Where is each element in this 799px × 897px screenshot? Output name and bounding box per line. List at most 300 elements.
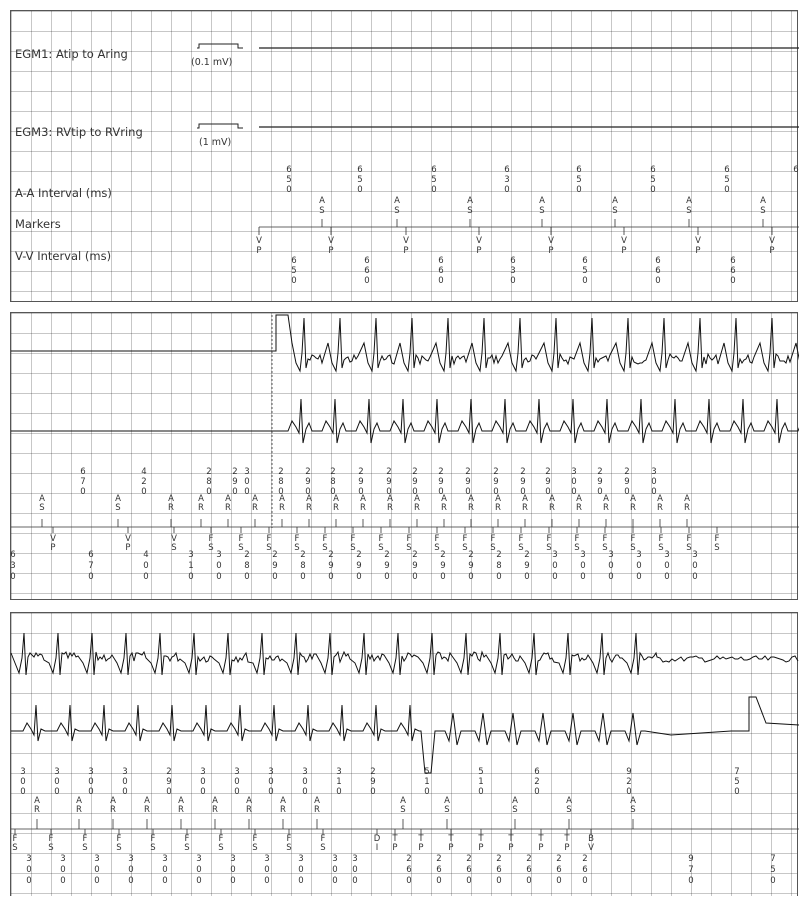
svg-text:I: I [375, 843, 379, 853]
aa-interval-value [336, 767, 341, 797]
svg-text:0: 0 [60, 876, 66, 886]
svg-text:0: 0 [556, 876, 562, 886]
svg-text:9: 9 [468, 561, 474, 571]
svg-text:S: S [630, 543, 636, 553]
vv-interval-value [510, 256, 515, 286]
svg-text:P: P [478, 843, 484, 853]
svg-text:A: A [76, 796, 82, 806]
svg-text:9: 9 [356, 561, 362, 571]
svg-text:P: P [538, 843, 544, 853]
a-marker [115, 494, 121, 513]
aa-interval-value [431, 165, 436, 195]
svg-text:S: S [171, 543, 177, 553]
svg-text:6: 6 [655, 266, 661, 276]
svg-text:1: 1 [336, 777, 342, 787]
svg-text:A: A [314, 796, 320, 806]
svg-text:2: 2 [545, 467, 551, 477]
svg-text:S: S [252, 843, 258, 853]
vv-interval-value [272, 550, 277, 582]
vv-interval-value [468, 550, 473, 582]
svg-text:A: A [394, 196, 400, 206]
svg-text:0: 0 [608, 561, 614, 571]
svg-text:3: 3 [26, 854, 32, 864]
a-marker [387, 494, 393, 513]
v-marker [462, 534, 467, 553]
svg-text:3: 3 [10, 561, 16, 571]
svg-text:F: F [294, 534, 300, 544]
a-marker [252, 494, 258, 513]
svg-text:R: R [144, 805, 150, 815]
svg-text:R: R [252, 503, 258, 513]
v-marker [490, 534, 495, 553]
svg-text:9: 9 [412, 561, 418, 571]
svg-text:0: 0 [552, 561, 558, 571]
svg-text:V: V [328, 236, 334, 246]
svg-text:0: 0 [278, 487, 284, 497]
svg-text:R: R [212, 805, 218, 815]
svg-text:9: 9 [166, 777, 172, 787]
svg-text:2: 2 [440, 550, 446, 560]
aa-interval-value [206, 467, 211, 497]
svg-text:V: V [50, 534, 56, 544]
svg-text:0: 0 [730, 276, 736, 286]
svg-text:0: 0 [80, 487, 86, 497]
svg-text:6: 6 [582, 256, 588, 266]
svg-text:0: 0 [356, 572, 362, 582]
svg-text:0: 0 [412, 487, 418, 497]
svg-text:0: 0 [636, 572, 642, 582]
vv-interval-value [524, 550, 529, 582]
svg-text:V: V [548, 236, 554, 246]
svg-text:3: 3 [230, 854, 236, 864]
svg-text:0: 0 [141, 487, 147, 497]
svg-text:A: A [246, 796, 252, 806]
svg-text:0: 0 [770, 876, 776, 886]
svg-text:6: 6 [510, 256, 516, 266]
svg-text:0: 0 [88, 777, 94, 787]
vv-interval-value [60, 854, 65, 886]
svg-text:2: 2 [141, 477, 147, 487]
svg-text:A: A [522, 494, 528, 504]
svg-text:8: 8 [300, 561, 306, 571]
v-marker [518, 534, 523, 553]
svg-text:S: S [82, 843, 88, 853]
svg-text:0: 0 [162, 865, 168, 875]
v-marker [50, 534, 56, 553]
svg-text:6: 6 [438, 266, 444, 276]
a-marker [444, 796, 450, 815]
svg-text:A: A [333, 494, 339, 504]
a-marker [657, 494, 663, 513]
a-marker [441, 494, 447, 513]
panel-middle [10, 312, 798, 600]
svg-text:P: P [403, 246, 409, 256]
a-marker [522, 494, 528, 513]
svg-text:0: 0 [244, 487, 250, 497]
svg-text:A: A [360, 494, 366, 504]
v-marker [476, 236, 482, 256]
svg-text:V: V [588, 843, 594, 853]
svg-text:A: A [115, 494, 121, 504]
svg-text:V: V [621, 236, 627, 246]
svg-text:0: 0 [166, 787, 172, 797]
svg-text:2: 2 [412, 467, 418, 477]
a-marker [468, 494, 474, 513]
svg-text:A: A [467, 196, 473, 206]
svg-text:0: 0 [206, 487, 212, 497]
v-marker [403, 236, 409, 256]
svg-text:9: 9 [440, 561, 446, 571]
svg-text:R: R [34, 805, 40, 815]
svg-text:6: 6 [730, 256, 736, 266]
svg-text:R: R [630, 503, 636, 513]
svg-text:F: F [462, 534, 468, 544]
vv-interval-value [216, 550, 221, 582]
v-marker [171, 534, 177, 553]
svg-text:P: P [392, 843, 398, 853]
v-marker [320, 834, 325, 853]
aa-interval-value [234, 767, 239, 797]
v-marker [374, 834, 381, 853]
v-marker [507, 834, 514, 853]
svg-text:R: R [314, 805, 320, 815]
v-marker [477, 834, 484, 853]
aa-interval-value [576, 165, 581, 195]
vv-interval-value [496, 550, 501, 582]
aa-interval-value [493, 467, 498, 497]
svg-text:3: 3 [54, 767, 60, 777]
svg-text:3: 3 [580, 550, 586, 560]
svg-text:0: 0 [582, 276, 588, 286]
vv-interval-value [730, 256, 735, 286]
a-marker [34, 796, 40, 815]
svg-text:R: R [333, 503, 339, 513]
svg-text:S: S [518, 543, 524, 553]
svg-text:0: 0 [571, 477, 577, 487]
vv-interval-value [300, 550, 305, 582]
vv-interval-value [264, 854, 269, 886]
v-marker [286, 834, 291, 853]
svg-text:3: 3 [188, 550, 194, 560]
markers-label: Markers [15, 217, 61, 231]
svg-text:A: A [168, 494, 174, 504]
svg-text:5: 5 [291, 266, 297, 276]
vv-interval-value [526, 854, 531, 886]
svg-text:3: 3 [162, 854, 168, 864]
svg-text:7: 7 [688, 865, 694, 875]
svg-text:A: A [225, 494, 231, 504]
svg-text:3: 3 [651, 467, 657, 477]
svg-text:A: A [495, 494, 501, 504]
aa-interval-value [166, 767, 171, 797]
egm1-calibration-pulse [197, 44, 243, 48]
svg-text:0: 0 [431, 185, 437, 195]
aa-interval-value [370, 767, 375, 797]
v-marker [769, 236, 775, 256]
svg-text:R: R [657, 503, 663, 513]
svg-text:A: A [387, 494, 393, 504]
svg-text:0: 0 [272, 572, 278, 582]
v-marker [447, 834, 454, 853]
svg-text:0: 0 [358, 487, 364, 497]
svg-text:6: 6 [364, 266, 370, 276]
svg-text:0: 0 [734, 787, 740, 797]
svg-text:0: 0 [122, 777, 128, 787]
svg-text:2: 2 [300, 550, 306, 560]
a-marker [630, 796, 636, 815]
svg-text:S: S [462, 543, 468, 553]
a-marker [630, 494, 636, 513]
aa-interval-value [122, 767, 127, 797]
svg-text:3: 3 [216, 550, 222, 560]
svg-text:V: V [695, 236, 701, 246]
svg-text:0: 0 [216, 572, 222, 582]
svg-text:0: 0 [302, 787, 308, 797]
aa-interval-label: A-A Interval (ms) [15, 186, 112, 200]
svg-text:2: 2 [626, 777, 632, 787]
a-marker [144, 796, 150, 815]
svg-text:D: D [373, 834, 381, 844]
v-marker [602, 534, 607, 553]
aa-interval-value [534, 767, 539, 797]
aa-interval-value [545, 467, 550, 497]
a-marker [539, 196, 545, 216]
svg-text:6: 6 [406, 865, 412, 875]
svg-text:0: 0 [244, 572, 250, 582]
svg-text:7: 7 [88, 561, 94, 571]
svg-text:6: 6 [496, 865, 502, 875]
svg-text:0: 0 [496, 572, 502, 582]
svg-text:0: 0 [200, 787, 206, 797]
svg-text:0: 0 [88, 787, 94, 797]
svg-text:9: 9 [688, 854, 694, 864]
svg-text:5: 5 [734, 777, 740, 787]
vv-interval-value [143, 550, 148, 582]
aa-interval-value [478, 767, 483, 797]
svg-text:2: 2 [466, 854, 472, 864]
svg-text:S: S [115, 503, 121, 513]
aa-interval-value [286, 165, 291, 195]
svg-text:5: 5 [286, 175, 292, 185]
svg-text:9: 9 [384, 561, 390, 571]
v-marker [391, 834, 398, 853]
svg-text:0: 0 [526, 876, 532, 886]
svg-text:2: 2 [438, 467, 444, 477]
svg-text:0: 0 [664, 561, 670, 571]
svg-text:5: 5 [650, 175, 656, 185]
svg-text:S: S [294, 543, 300, 553]
svg-text:B: B [588, 834, 594, 844]
svg-text:F: F [252, 834, 258, 844]
v-marker [686, 534, 691, 553]
svg-text:R: R [441, 503, 447, 513]
svg-text:P: P [476, 246, 482, 256]
egm3-label: EGM3: RVtip to RVring [15, 125, 143, 139]
svg-text:A: A [549, 494, 555, 504]
v-marker [546, 534, 551, 553]
v-marker [322, 534, 327, 553]
svg-text:R: R [168, 503, 174, 513]
svg-text:0: 0 [571, 487, 577, 497]
svg-text:3: 3 [571, 467, 577, 477]
svg-text:0: 0 [26, 876, 32, 886]
v-marker [184, 834, 189, 853]
egm3-termination-trace [11, 697, 799, 773]
svg-text:3: 3 [636, 550, 642, 560]
svg-text:8: 8 [206, 477, 212, 487]
svg-text:0: 0 [688, 876, 694, 886]
svg-text:S: S [686, 206, 692, 216]
aa-interval-value [358, 467, 363, 497]
svg-text:V: V [171, 534, 177, 544]
vv-interval-value [655, 256, 660, 286]
panel-bottom-graphics [11, 613, 799, 897]
svg-text:F: F [714, 534, 720, 544]
svg-text:A: A [144, 796, 150, 806]
svg-text:9: 9 [438, 477, 444, 487]
svg-text:A: A [414, 494, 420, 504]
svg-text:2: 2 [436, 854, 442, 864]
svg-text:S: S [286, 843, 292, 853]
a-marker [279, 494, 285, 513]
aa-interval-value [20, 767, 25, 797]
svg-text:0: 0 [94, 876, 100, 886]
aa-interval-value [268, 767, 273, 797]
vv-interval-label: V-V Interval (ms) [15, 249, 112, 263]
svg-text:6: 6 [438, 256, 444, 266]
svg-text:S: S [266, 543, 272, 553]
vv-interval-value [128, 854, 133, 886]
panel-top-graphics [11, 11, 799, 303]
svg-text:3: 3 [122, 767, 128, 777]
aa-interval-value [54, 767, 59, 797]
svg-text:6: 6 [793, 165, 799, 175]
svg-text:A: A [468, 494, 474, 504]
svg-text:T: T [418, 834, 424, 844]
aa-interval-value [650, 165, 655, 195]
svg-text:8: 8 [278, 477, 284, 487]
svg-text:P: P [548, 246, 554, 256]
svg-text:0: 0 [305, 487, 311, 497]
svg-text:F: F [434, 534, 440, 544]
svg-text:2: 2 [582, 854, 588, 864]
svg-text:0: 0 [232, 487, 238, 497]
v-marker [563, 834, 570, 853]
svg-text:R: R [387, 503, 393, 513]
svg-text:9: 9 [370, 777, 376, 787]
svg-text:3: 3 [234, 767, 240, 777]
svg-text:0: 0 [230, 876, 236, 886]
svg-text:S: S [574, 543, 580, 553]
svg-text:F: F [686, 534, 692, 544]
svg-text:0: 0 [268, 787, 274, 797]
svg-text:2: 2 [386, 467, 392, 477]
svg-text:0: 0 [580, 572, 586, 582]
svg-text:A: A [400, 796, 406, 806]
a-marker [684, 494, 690, 513]
svg-text:7: 7 [734, 767, 740, 777]
svg-text:S: S [238, 543, 244, 553]
svg-text:3: 3 [88, 767, 94, 777]
vv-interval-value [692, 550, 697, 582]
svg-text:S: S [512, 805, 518, 815]
v-marker [695, 236, 701, 256]
v-marker [588, 834, 594, 853]
svg-text:0: 0 [298, 865, 304, 875]
svg-text:A: A [252, 494, 258, 504]
svg-text:0: 0 [200, 777, 206, 787]
svg-text:2: 2 [520, 467, 526, 477]
svg-text:R: R [110, 805, 116, 815]
svg-text:0: 0 [88, 572, 94, 582]
svg-text:3: 3 [352, 854, 358, 864]
svg-text:2: 2 [384, 550, 390, 560]
svg-text:A: A [39, 494, 45, 504]
svg-text:3: 3 [94, 854, 100, 864]
svg-text:0: 0 [196, 865, 202, 875]
svg-text:A: A [441, 494, 447, 504]
svg-text:2: 2 [232, 467, 238, 477]
svg-text:0: 0 [291, 276, 297, 286]
svg-text:3: 3 [552, 550, 558, 560]
v-marker [574, 534, 579, 553]
aa-interval-value [330, 467, 335, 497]
svg-text:9: 9 [545, 477, 551, 487]
v-marker [294, 534, 299, 553]
svg-text:A: A [630, 796, 636, 806]
a-marker [333, 494, 339, 513]
svg-text:A: A [630, 494, 636, 504]
vv-interval-value [438, 256, 443, 286]
svg-text:0: 0 [298, 876, 304, 886]
aa-interval-value [305, 467, 310, 497]
svg-text:S: S [320, 843, 326, 853]
svg-text:3: 3 [510, 266, 516, 276]
svg-text:9: 9 [328, 561, 334, 571]
svg-text:0: 0 [466, 876, 472, 886]
aa-interval-value [244, 467, 249, 497]
svg-text:R: R [468, 503, 474, 513]
svg-text:0: 0 [582, 876, 588, 886]
svg-text:S: S [322, 543, 328, 553]
a-marker [400, 796, 406, 815]
svg-text:0: 0 [370, 787, 376, 797]
vv-interval-value [88, 550, 93, 582]
svg-text:0: 0 [26, 865, 32, 875]
svg-text:9: 9 [626, 767, 632, 777]
svg-text:5: 5 [357, 175, 363, 185]
svg-text:2: 2 [524, 550, 530, 560]
svg-text:0: 0 [230, 865, 236, 875]
v-marker [328, 236, 334, 256]
v-marker [256, 236, 262, 256]
svg-text:0: 0 [162, 876, 168, 886]
svg-text:6: 6 [80, 467, 86, 477]
svg-text:0: 0 [20, 777, 26, 787]
svg-text:2: 2 [272, 550, 278, 560]
svg-text:0: 0 [268, 777, 274, 787]
a-marker [467, 196, 473, 216]
svg-text:3: 3 [692, 550, 698, 560]
vv-interval-value [230, 854, 235, 886]
svg-text:R: R [280, 805, 286, 815]
v-marker [630, 534, 635, 553]
v-marker [116, 834, 121, 853]
svg-text:0: 0 [352, 865, 358, 875]
a-marker [110, 796, 116, 815]
a-marker [566, 796, 572, 815]
svg-text:2: 2 [534, 777, 540, 787]
